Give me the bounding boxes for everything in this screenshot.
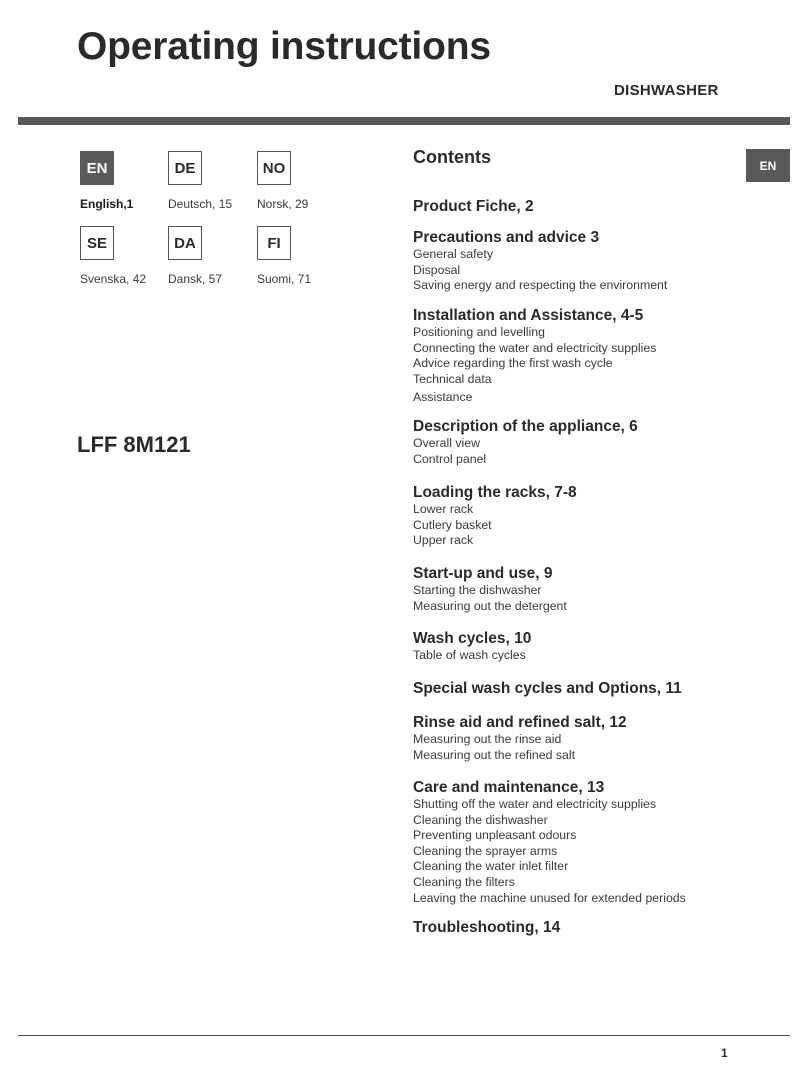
toc-heading[interactable]: Wash cycles, 10 bbox=[413, 630, 532, 647]
lang-label-da[interactable]: Dansk, 57 bbox=[168, 272, 223, 286]
toc-item[interactable]: Overall view bbox=[413, 436, 480, 450]
toc-heading[interactable]: Troubleshooting, 14 bbox=[413, 919, 561, 936]
lang-label-en[interactable]: English,1 bbox=[80, 197, 134, 211]
toc-section-rinse-aid bbox=[413, 713, 783, 763]
toc-heading[interactable]: Loading the racks, 7-8 bbox=[413, 484, 577, 501]
toc-heading[interactable]: Start-up and use, 9 bbox=[413, 565, 553, 582]
toc-item[interactable]: General safety bbox=[413, 247, 493, 261]
toc-heading[interactable]: Product Fiche, 2 bbox=[413, 198, 534, 215]
toc-item[interactable]: Connecting the water and electricity supplies bbox=[413, 340, 657, 355]
toc-item[interactable]: Disposal bbox=[413, 262, 461, 277]
toc-item[interactable]: Measuring out the rinse aid bbox=[413, 732, 562, 746]
toc-section-installation bbox=[413, 306, 783, 406]
toc-item[interactable]: Cleaning the water inlet filter bbox=[413, 859, 569, 874]
toc-heading[interactable]: Rinse aid and refined salt, 12 bbox=[413, 714, 627, 731]
lang-label-no[interactable]: Norsk, 29 bbox=[257, 197, 309, 211]
toc-item[interactable]: Starting the dishwasher bbox=[413, 583, 542, 597]
model-number: LFF 8M121 bbox=[77, 432, 191, 457]
page-title: Operating instructions bbox=[77, 25, 491, 68]
toc-item[interactable]: Assistance bbox=[413, 390, 473, 405]
toc-item[interactable]: Cleaning the dishwasher bbox=[413, 812, 548, 827]
lang-box-en[interactable]: EN bbox=[80, 151, 114, 185]
lang-box-da[interactable]: DA bbox=[168, 226, 202, 260]
product-category: DISHWASHER bbox=[614, 82, 719, 99]
toc-heading[interactable]: Special wash cycles and Options, 11 bbox=[413, 680, 682, 697]
language-tab: EN bbox=[746, 149, 790, 182]
toc-item[interactable]: Table of wash cycles bbox=[413, 648, 526, 662]
toc-heading[interactable]: Installation and Assistance, 4-5 bbox=[413, 307, 644, 324]
toc-item[interactable]: Shutting off the water and electricity supplies bbox=[413, 797, 657, 811]
page-number: 1 bbox=[721, 1046, 728, 1060]
lang-box-no[interactable]: NO bbox=[257, 151, 291, 185]
toc-item[interactable]: Positioning and levelling bbox=[413, 325, 545, 339]
lang-label-fi[interactable]: Suomi, 71 bbox=[257, 272, 312, 286]
toc-section-product-fiche bbox=[413, 197, 783, 216]
toc-section-special-cycles bbox=[413, 679, 783, 698]
toc-section-startup bbox=[413, 564, 783, 614]
toc-section-care bbox=[413, 778, 783, 906]
toc-item[interactable]: Advice regarding the first wash cycle bbox=[413, 356, 613, 371]
toc-item[interactable]: Leaving the machine unused for extended periods bbox=[413, 890, 686, 905]
toc-section-wash-cycles bbox=[413, 629, 783, 664]
toc-section-precautions bbox=[413, 228, 783, 294]
toc-heading[interactable]: Description of the appliance, 6 bbox=[413, 418, 638, 435]
lang-label-de[interactable]: Deutsch, 15 bbox=[168, 197, 233, 211]
toc-item[interactable]: Cutlery basket bbox=[413, 517, 492, 532]
lang-label-se[interactable]: Svenska, 42 bbox=[80, 272, 147, 286]
toc-item[interactable]: Preventing unpleasant odours bbox=[413, 828, 577, 843]
toc-item[interactable]: Control panel bbox=[413, 451, 487, 466]
top-divider bbox=[18, 117, 790, 125]
toc-section-troubleshooting bbox=[413, 918, 783, 937]
toc-item[interactable]: Lower rack bbox=[413, 502, 474, 516]
toc-heading[interactable]: Precautions and advice 3 bbox=[413, 229, 600, 246]
toc-item[interactable]: Measuring out the detergent bbox=[413, 598, 567, 613]
toc-item[interactable]: Upper rack bbox=[413, 533, 474, 548]
toc-heading[interactable]: Care and maintenance, 13 bbox=[413, 779, 605, 796]
toc-item[interactable]: Measuring out the refined salt bbox=[413, 747, 576, 762]
lang-box-fi[interactable]: FI bbox=[257, 226, 291, 260]
contents-title: Contents bbox=[413, 147, 491, 167]
toc-item[interactable]: Technical data bbox=[413, 371, 492, 386]
lang-box-de[interactable]: DE bbox=[168, 151, 202, 185]
toc-item[interactable]: Cleaning the filters bbox=[413, 874, 515, 889]
toc-item[interactable]: Saving energy and respecting the environment bbox=[413, 278, 668, 293]
bottom-divider bbox=[18, 1035, 790, 1036]
toc-section-loading bbox=[413, 483, 783, 549]
toc-item[interactable]: Cleaning the sprayer arms bbox=[413, 843, 558, 858]
lang-box-se[interactable]: SE bbox=[80, 226, 114, 260]
toc-section-description bbox=[413, 417, 783, 467]
